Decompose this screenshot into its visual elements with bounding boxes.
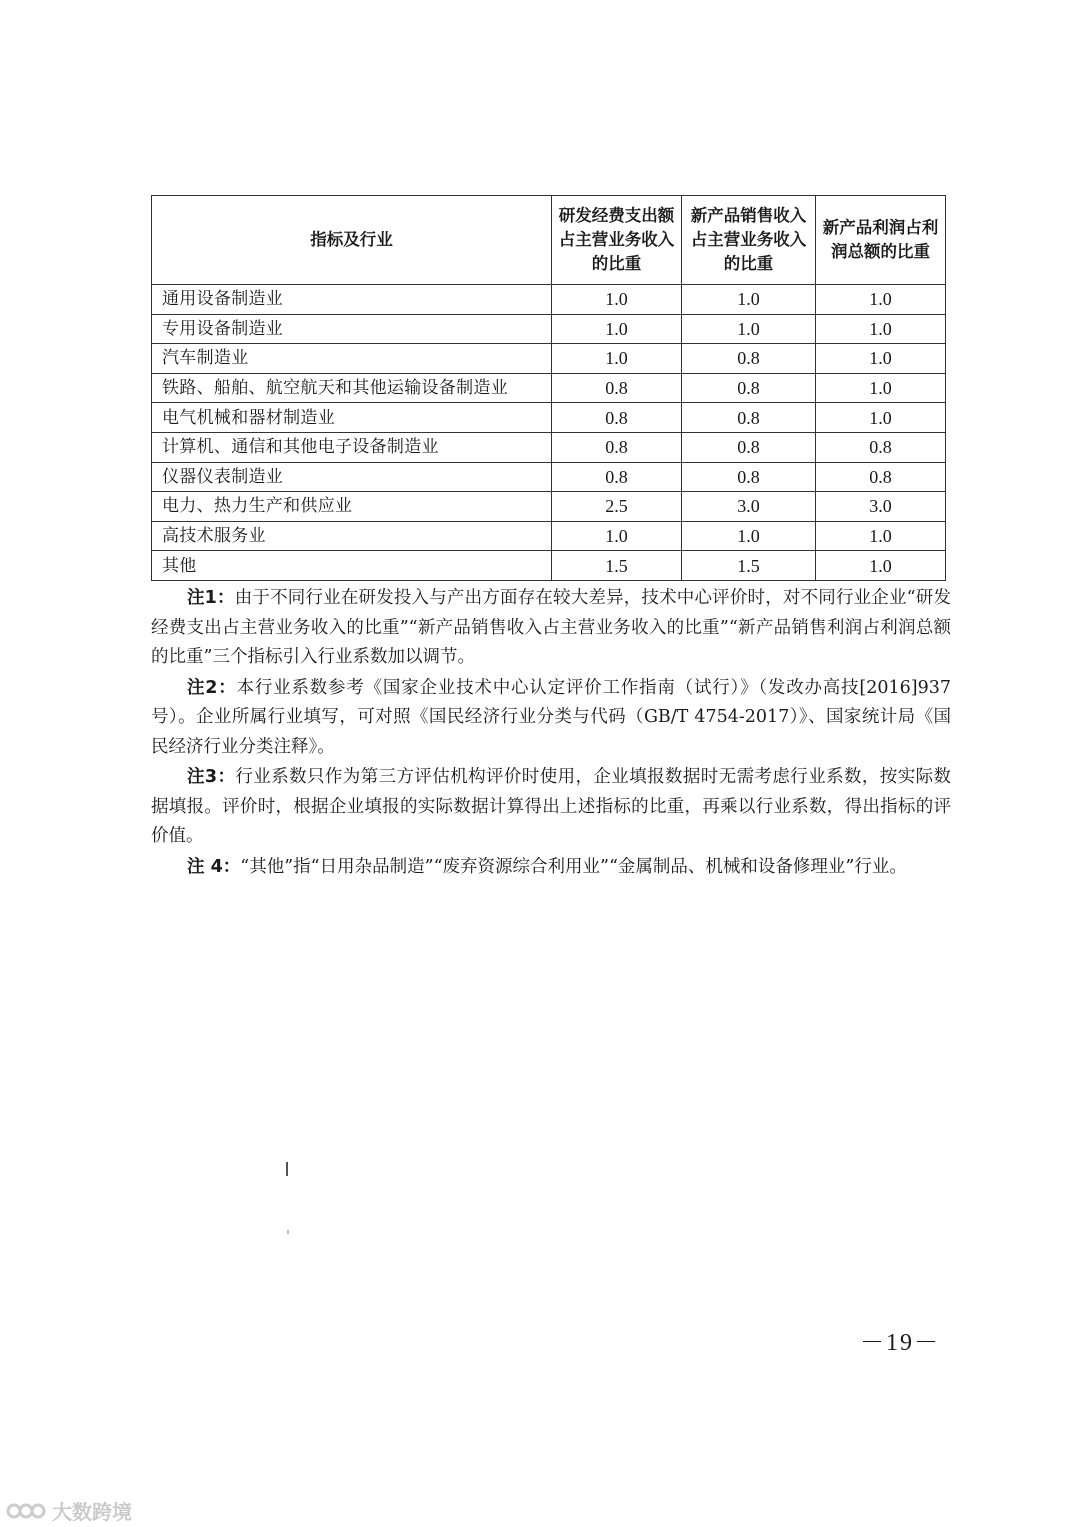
note-text: 行业系数只作为第三方评估机构评价时使用，企业填报数据时无需考虑行业系数，按实际数据填报。评价时，根据企业填报的实际数据计算得出上述指标的比重，再乘以行业系数，得出指标的评价值。: [151, 767, 951, 846]
rd-coefficient: 0.8: [552, 373, 682, 403]
rd-coefficient: 0.8: [552, 462, 682, 492]
industry-name: 其他: [152, 551, 552, 581]
profit-coefficient: 1.0: [816, 403, 946, 433]
profit-coefficient: 1.0: [816, 285, 946, 315]
rd-coefficient: 1.0: [552, 344, 682, 374]
table-row: [152, 403, 946, 433]
table-row: [152, 373, 946, 403]
profit-coefficient: 1.0: [816, 551, 946, 581]
rd-coefficient: 2.5: [552, 492, 682, 522]
profit-coefficient: 1.0: [816, 314, 946, 344]
industry-name: 汽车制造业: [152, 344, 552, 374]
industry-name: 电气机械和器材制造业: [152, 403, 552, 433]
sales-coefficient: 0.8: [682, 432, 816, 462]
note-1: [151, 584, 951, 673]
industry-name: 铁路、船舶、航空航天和其他运输设备制造业: [152, 373, 552, 403]
table-row: [152, 344, 946, 374]
rd-coefficient: 0.8: [552, 403, 682, 433]
rd-coefficient: 1.5: [552, 551, 682, 581]
profit-coefficient: 0.8: [816, 432, 946, 462]
table-row: [152, 521, 946, 551]
table-row: [152, 462, 946, 492]
sales-coefficient: 0.8: [682, 403, 816, 433]
sales-coefficient: 1.0: [682, 285, 816, 315]
sales-coefficient: 1.0: [682, 314, 816, 344]
sales-coefficient: 0.8: [682, 462, 816, 492]
note-3: [151, 763, 951, 852]
sales-coefficient: 0.8: [682, 344, 816, 374]
industry-name: 专用设备制造业: [152, 314, 552, 344]
profit-coefficient: 1.0: [816, 373, 946, 403]
industry-name: 高技术服务业: [152, 521, 552, 551]
rd-coefficient: 1.0: [552, 521, 682, 551]
header-new-product-sales-ratio: 新产品销售收入 占主营业务收入 的比重: [682, 196, 816, 285]
header-new-product-profit-ratio: 新产品利润占利 润总额的比重: [816, 196, 946, 285]
industry-name: 通用设备制造业: [152, 285, 552, 315]
sales-coefficient: 1.0: [682, 521, 816, 551]
profit-coefficient: 3.0: [816, 492, 946, 522]
note-text: “其他”指“日用杂品制造”“废弃资源综合利用业”“金属制品、机械和设备修理业”行业。: [240, 856, 907, 877]
table-notes: [151, 584, 951, 883]
industry-name: 计算机、通信和其他电子设备制造业: [152, 432, 552, 462]
table-row: [152, 432, 946, 462]
industry-name: 电力、热力生产和供应业: [152, 492, 552, 522]
note-text: 由于不同行业在研发投入与产出方面存在较大差异，技术中心评价时，对不同行业企业“研发经费支出占主营业务收入的比重”“新产品销售收入占主营业务收入的比重”“新产品销售利润占利润总额的比重”三个指标引入行业系数加以调节。: [151, 588, 951, 667]
page-number: －19－: [860, 1330, 940, 1356]
table-header-row: [152, 196, 946, 285]
sales-coefficient: 1.5: [682, 551, 816, 581]
table-row: [152, 492, 946, 522]
note-2: [151, 674, 951, 763]
rd-coefficient: 0.8: [552, 432, 682, 462]
brand-logo-icon: [6, 1499, 46, 1523]
note-label: 注1：: [187, 588, 235, 608]
header-indicator-industry: 指标及行业: [152, 196, 552, 285]
note-label: 注2：: [187, 677, 237, 698]
sales-coefficient: 0.8: [682, 373, 816, 403]
profit-coefficient: 1.0: [816, 521, 946, 551]
sales-coefficient: 3.0: [682, 492, 816, 522]
note-label: 注3：: [187, 767, 236, 787]
industry-name: 仪器仪表制造业: [152, 462, 552, 492]
profit-coefficient: 1.0: [816, 344, 946, 374]
table-row: [152, 285, 946, 315]
table-row: [152, 551, 946, 581]
scan-artifact-mark: [286, 1162, 288, 1176]
note-text: 本行业系数参考《国家企业技术中心认定评价工作指南（试行）》（发改办高技[2016]937号）。企业所属行业填写，可对照《国民经济行业分类与代码（GB/T 4754-2017）》、国家统计局《国民经济行业分类注释》。: [151, 677, 951, 757]
header-rd-expense-ratio: 研发经费支出额 占主营业务收入 的比重: [552, 196, 682, 285]
note-label: 注 4：: [187, 856, 241, 877]
note-4: [151, 853, 951, 883]
rd-coefficient: 1.0: [552, 314, 682, 344]
watermark: [6, 1496, 132, 1525]
table-row: [152, 314, 946, 344]
industry-coefficient-table: [151, 195, 946, 581]
scan-artifact-dot: [287, 1230, 289, 1234]
watermark-text: 大数跨境: [52, 1500, 132, 1524]
profit-coefficient: 0.8: [816, 462, 946, 492]
rd-coefficient: 1.0: [552, 285, 682, 315]
